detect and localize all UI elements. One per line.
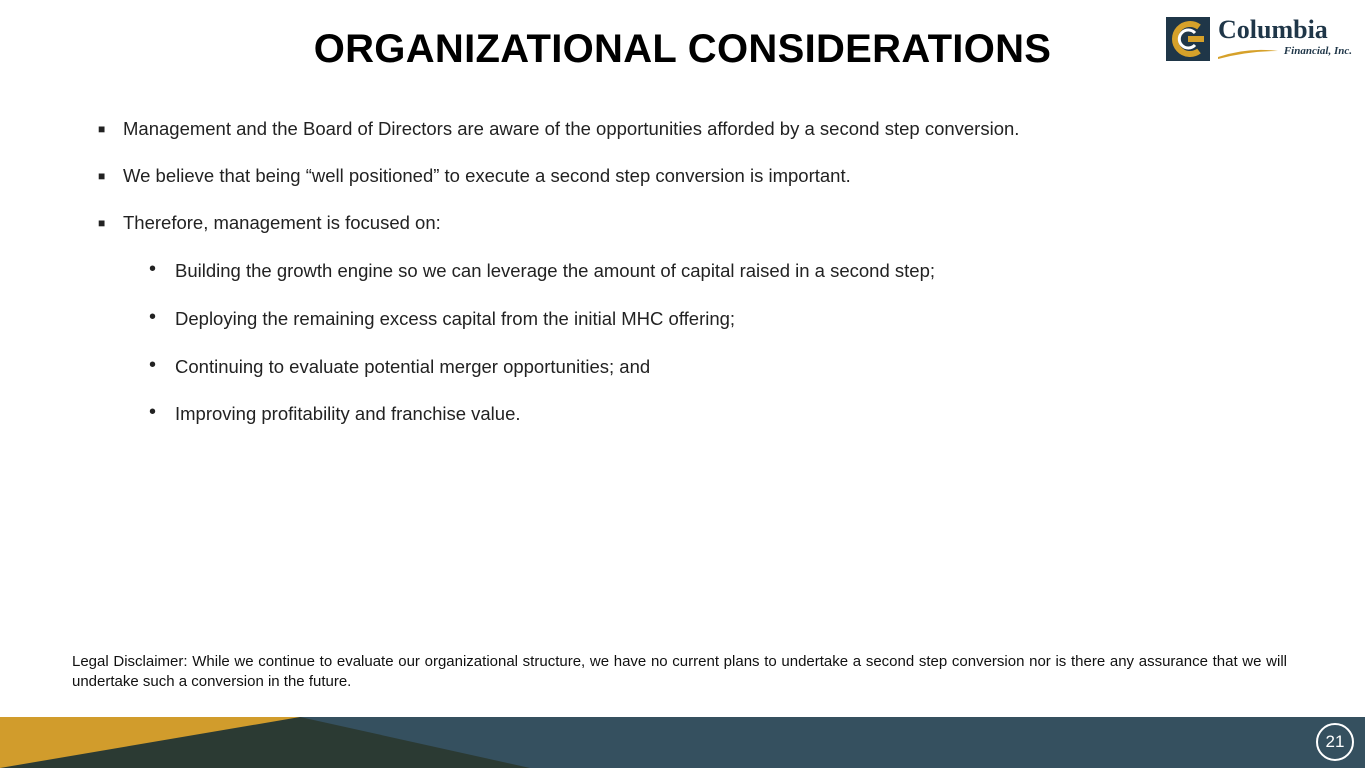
dot-bullet-icon: • xyxy=(149,401,157,423)
sub-bullet-text: Improving profitability and franchise value. xyxy=(175,403,521,424)
square-bullet-icon: ■ xyxy=(98,216,106,230)
sub-list-item xyxy=(149,258,936,283)
list-item xyxy=(98,211,441,235)
slide-title: ORGANIZATIONAL CONSIDERATIONS xyxy=(313,27,1052,71)
list-item xyxy=(98,117,1020,141)
list-item xyxy=(98,164,851,188)
logo-subtitle: Financial, Inc. xyxy=(1283,45,1352,57)
company-logo xyxy=(1166,14,1356,64)
dot-bullet-icon: • xyxy=(149,354,157,376)
bullet-text: Therefore, management is focused on: xyxy=(123,212,441,233)
square-bullet-icon: ■ xyxy=(98,169,106,183)
logo-name: Columbia xyxy=(1218,15,1328,44)
page-number: 21 xyxy=(1316,723,1354,761)
legal-disclaimer: Legal Disclaimer: While we continue to evaluate our organizational structure, we have no current plans to undertake a second step conversion nor is there any assurance that we will undertake such a conversion in the future. xyxy=(72,653,1287,690)
sub-bullet-text: Continuing to evaluate potential merger opportunities; and xyxy=(175,356,651,377)
sub-bullet-text: Deploying the remaining excess capital from the initial MHC offering; xyxy=(175,308,736,329)
bullet-text: We believe that being “well positioned” to execute a second step conversion is important. xyxy=(123,165,851,186)
square-bullet-icon: ■ xyxy=(98,122,106,136)
columbia-logo-icon xyxy=(1166,17,1210,61)
sub-list-item xyxy=(149,306,736,331)
footer-band xyxy=(0,717,1365,768)
sub-list-item xyxy=(149,401,521,426)
sub-list-item xyxy=(149,354,651,379)
dot-bullet-icon: • xyxy=(149,306,157,328)
bullet-text: Management and the Board of Directors are aware of the opportunities afforded by a second step conversion. xyxy=(123,118,1020,139)
sub-bullet-text: Building the growth engine so we can leverage the amount of capital raised in a second step; xyxy=(175,260,936,281)
dot-bullet-icon: • xyxy=(149,258,157,280)
logo-swoosh-icon xyxy=(1218,47,1278,59)
